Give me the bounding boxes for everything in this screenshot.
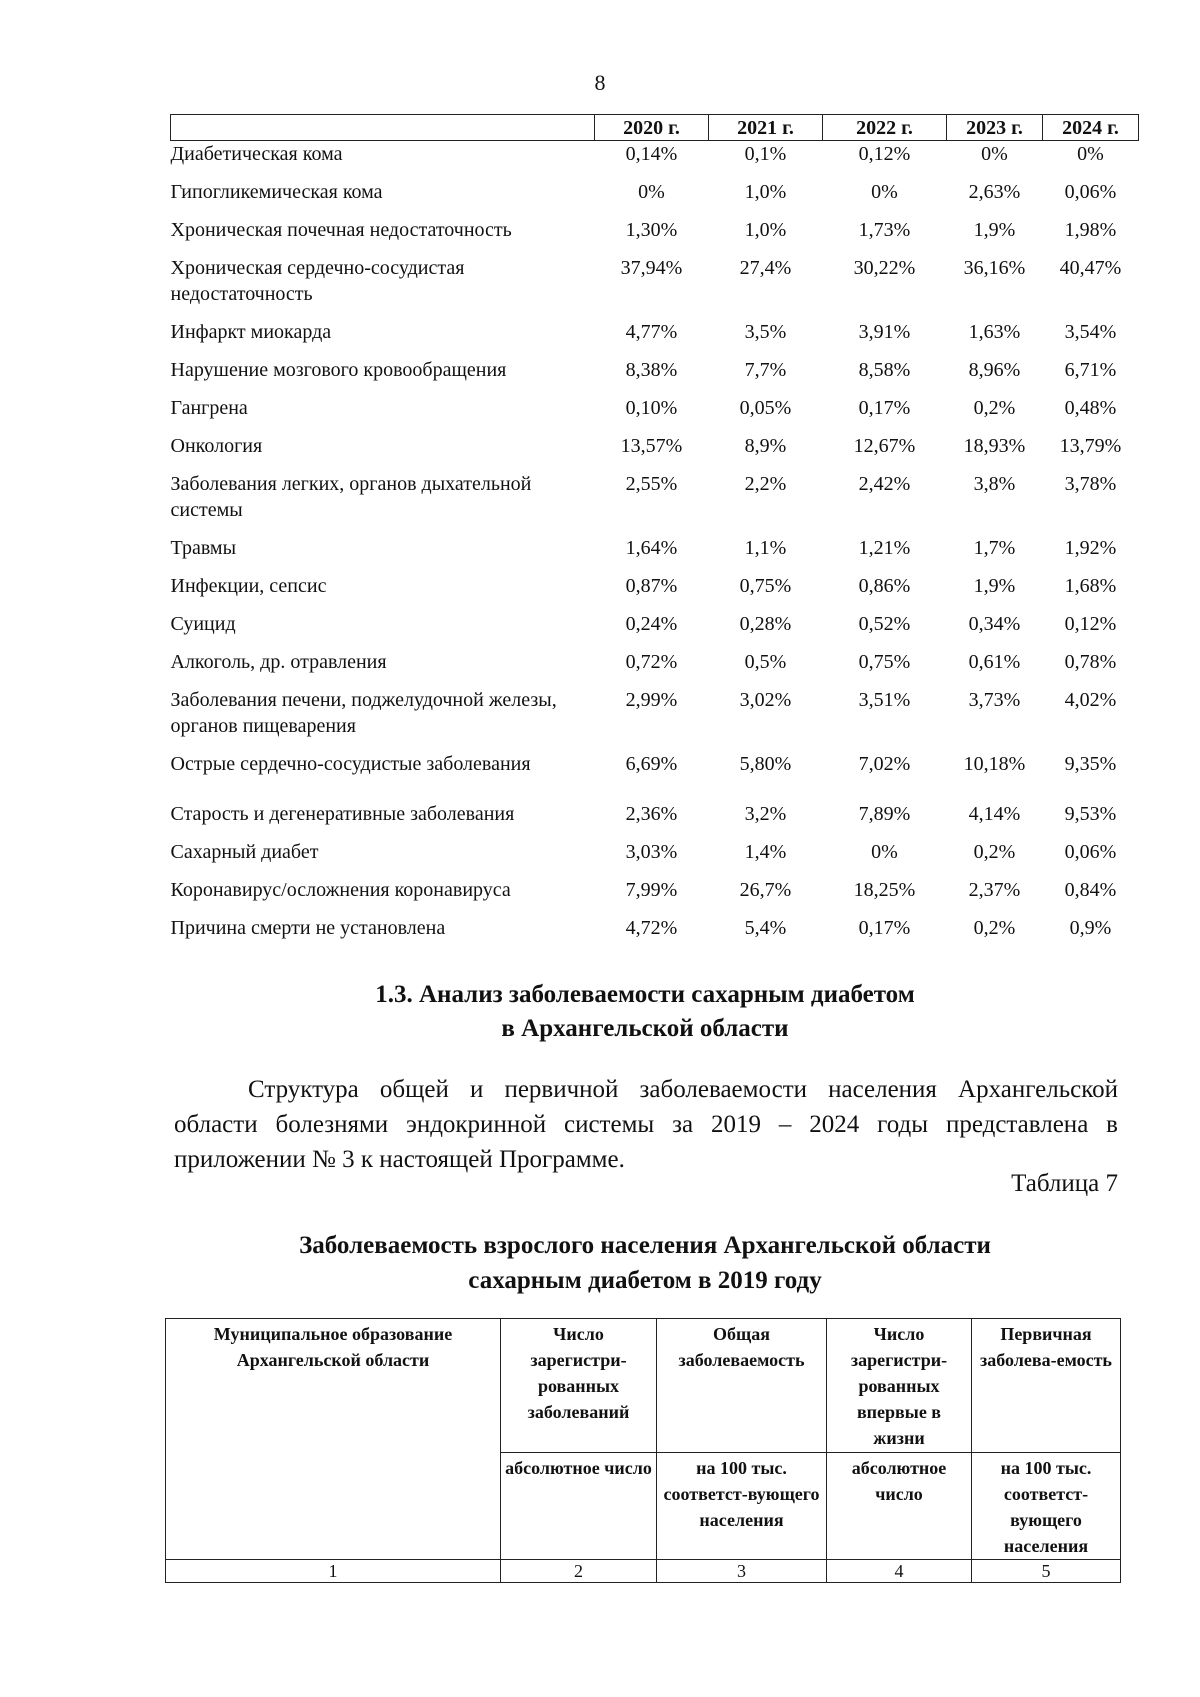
value-cell: 0,17% (858, 397, 911, 419)
mortality-table-header (171, 115, 1139, 141)
value-cell: 18,25% (853, 879, 916, 901)
value-cell: 0,61% (968, 651, 1021, 673)
value-cell: 0% (638, 181, 665, 203)
subheader-absolute-1: абсолютное число (501, 1453, 657, 1560)
value-cell: 1,92% (1064, 537, 1117, 559)
value-cell: 3,03% (625, 841, 678, 863)
cause-label: Нарушение мозгового кровообращения (170, 359, 507, 381)
row-spacer (171, 523, 1139, 535)
row-spacer (171, 827, 1139, 839)
section-title (0, 978, 1200, 1046)
mortality-row (171, 217, 1139, 243)
row-spacer (171, 307, 1139, 319)
mortality-row (171, 573, 1139, 599)
header-primary-incidence: Первичная заболева-емость (972, 1319, 1121, 1453)
mortality-row (171, 433, 1139, 459)
value-cell: 1,9% (973, 219, 1016, 241)
value-cell: 8,96% (968, 359, 1021, 381)
value-cell: 0,75% (739, 575, 792, 597)
value-cell: 36,16% (963, 257, 1026, 279)
cause-label: Сахарный диабет (170, 841, 319, 863)
value-cell: 1,1% (744, 537, 787, 559)
header-year-2020: 2020 г. (595, 115, 709, 141)
row-spacer (171, 599, 1139, 611)
cause-label: Заболевания печени, поджелудочной железы, органов пищеварения (170, 689, 557, 737)
value-cell: 2,99% (625, 689, 678, 711)
row-spacer (171, 561, 1139, 573)
value-cell: 0,06% (1064, 841, 1117, 863)
value-cell: 3,73% (968, 689, 1021, 711)
row-spacer-cell (171, 675, 1139, 687)
row-spacer (171, 167, 1139, 179)
value-cell: 1,73% (858, 219, 911, 241)
subheader-per100k-1: на 100 тыс. соответст-вующего населения (657, 1453, 827, 1560)
value-cell: 0% (871, 841, 898, 863)
value-cell: 1,30% (625, 219, 678, 241)
row-spacer (171, 637, 1139, 649)
value-cell: 18,93% (963, 435, 1026, 457)
row-spacer-cell (171, 205, 1139, 217)
column-number-5: 5 (972, 1560, 1121, 1583)
value-cell: 7,02% (858, 753, 911, 775)
value-cell: 40,47% (1059, 257, 1122, 279)
row-spacer (171, 205, 1139, 217)
value-cell: 2,2% (744, 473, 787, 495)
cause-label: Хроническая почечная недостаточность (170, 219, 512, 241)
value-cell: 0,34% (968, 613, 1021, 635)
cause-label: Хроническая сердечно-сосудистая недостаточность (170, 257, 465, 305)
cause-label: Алкоголь, др. отравления (170, 651, 387, 673)
mortality-cause-table (170, 114, 1139, 941)
header-empty-cell (171, 115, 595, 141)
mortality-row (171, 179, 1139, 205)
value-cell: 2,37% (968, 879, 1021, 901)
value-cell: 1,7% (973, 537, 1016, 559)
cause-label: Коронавирус/осложнения коронавируса (170, 879, 511, 901)
row-spacer (171, 739, 1139, 751)
row-spacer (171, 865, 1139, 877)
value-cell: 5,4% (744, 917, 787, 939)
value-cell: 0% (871, 181, 898, 203)
value-cell: 6,71% (1064, 359, 1117, 381)
header-first-registered: Число зарегистри-рованных впервые в жизни (827, 1319, 972, 1453)
value-cell: 3,5% (744, 321, 787, 343)
header-year-2024: 2024 г. (1043, 115, 1139, 141)
value-cell: 7,7% (744, 359, 787, 381)
value-cell: 0,12% (858, 143, 911, 165)
value-cell: 3,2% (744, 803, 787, 825)
mortality-row (171, 801, 1139, 827)
value-cell: 1,98% (1064, 219, 1117, 241)
value-cell: 0,75% (858, 651, 911, 673)
value-cell: 2,55% (625, 473, 678, 495)
column-number-3: 3 (657, 1560, 827, 1583)
value-cell: 37,94% (620, 257, 683, 279)
value-cell: 0,2% (973, 917, 1016, 939)
value-cell: 30,22% (853, 257, 916, 279)
value-cell: 13,79% (1059, 435, 1122, 457)
row-spacer-cell (171, 599, 1139, 611)
value-cell: 1,63% (968, 321, 1021, 343)
value-cell: 0% (981, 143, 1008, 165)
row-spacer (171, 675, 1139, 687)
table-title-line1: Заболеваемость взрослого населения Архангельской области (299, 1232, 991, 1259)
table-title (0, 1228, 1200, 1298)
value-cell: 0,06% (1064, 181, 1117, 203)
row-spacer-cell (171, 903, 1139, 915)
value-cell: 0,24% (625, 613, 678, 635)
row-spacer-cell (171, 637, 1139, 649)
value-cell: 3,91% (858, 321, 911, 343)
value-cell: 0,84% (1064, 879, 1117, 901)
value-cell: 5,80% (739, 753, 792, 775)
subheader-per100k-2: на 100 тыс. соответст-вующего населения (972, 1453, 1121, 1560)
mortality-row (171, 319, 1139, 345)
value-cell: 0% (1077, 143, 1104, 165)
value-cell: 4,02% (1064, 689, 1117, 711)
value-cell: 1,4% (744, 841, 787, 863)
mortality-row (171, 877, 1139, 903)
cause-label: Старость и дегенеративные заболевания (170, 803, 515, 825)
header-registered-cases: Число зарегистри-рованных заболеваний (501, 1319, 657, 1453)
incidence-header-row (166, 1319, 1121, 1453)
value-cell: 0,1% (744, 143, 787, 165)
page-number: 8 (594, 70, 606, 95)
cause-label: Онкология (170, 435, 263, 457)
header-municipality: Муниципальное образование Архангельской области (166, 1319, 501, 1560)
row-spacer-cell (171, 307, 1139, 319)
value-cell: 7,89% (858, 803, 911, 825)
mortality-row (171, 535, 1139, 561)
subheader-absolute-2: абсолютное число (827, 1453, 972, 1560)
value-cell: 8,38% (625, 359, 678, 381)
row-spacer-cell (171, 739, 1139, 751)
row-spacer (171, 421, 1139, 433)
value-cell: 0,86% (858, 575, 911, 597)
value-cell: 2,36% (625, 803, 678, 825)
row-spacer (171, 345, 1139, 357)
header-total-incidence: Общая заболеваемость (657, 1319, 827, 1453)
row-spacer-cell (171, 865, 1139, 877)
table-caption: Таблица 7 (1011, 1170, 1118, 1197)
cause-label: Гангрена (170, 397, 248, 419)
value-cell: 9,53% (1064, 803, 1117, 825)
value-cell: 4,14% (968, 803, 1021, 825)
value-cell: 3,78% (1064, 473, 1117, 495)
value-cell: 1,0% (744, 219, 787, 241)
row-spacer-cell (171, 459, 1139, 471)
cause-label: Травмы (170, 537, 237, 559)
mortality-row (171, 395, 1139, 421)
row-spacer (171, 383, 1139, 395)
row-spacer (171, 243, 1139, 255)
value-cell: 4,77% (625, 321, 678, 343)
value-cell: 0,78% (1064, 651, 1117, 673)
row-spacer-cell (171, 777, 1139, 801)
value-cell: 0,9% (1069, 917, 1112, 939)
value-cell: 3,54% (1064, 321, 1117, 343)
value-cell: 3,8% (973, 473, 1016, 495)
value-cell: 27,4% (739, 257, 792, 279)
value-cell: 0,05% (739, 397, 792, 419)
mortality-row (171, 357, 1139, 383)
cause-label: Инфекции, сепсис (170, 575, 327, 597)
value-cell: 0,48% (1064, 397, 1117, 419)
cause-label: Суицид (170, 613, 236, 635)
mortality-row (171, 255, 1139, 307)
cause-label: Острые сердечно-сосудистые заболевания (170, 753, 531, 775)
mortality-row (171, 611, 1139, 637)
value-cell: 13,57% (620, 435, 683, 457)
column-number-4: 4 (827, 1560, 972, 1583)
mortality-row (171, 649, 1139, 675)
value-cell: 0,72% (625, 651, 678, 673)
value-cell: 0,12% (1064, 613, 1117, 635)
cause-label: Диабетическая кома (170, 143, 343, 165)
row-spacer-cell (171, 827, 1139, 839)
column-number-1: 1 (166, 1560, 501, 1583)
mortality-row (171, 471, 1139, 523)
value-cell: 0,10% (625, 397, 678, 419)
row-spacer (171, 777, 1139, 801)
cause-label: Причина смерти не установлена (170, 917, 446, 939)
table-title-line2: сахарным диабетом в 2019 году (468, 1267, 822, 1294)
value-cell: 10,18% (963, 753, 1026, 775)
value-cell: 12,67% (853, 435, 916, 457)
value-cell: 2,63% (968, 181, 1021, 203)
value-cell: 0,28% (739, 613, 792, 635)
value-cell: 0,52% (858, 613, 911, 635)
column-number-2: 2 (501, 1560, 657, 1583)
value-cell: 1,68% (1064, 575, 1117, 597)
header-year-2021: 2021 г. (709, 115, 823, 141)
value-cell: 1,9% (973, 575, 1016, 597)
mortality-row (171, 141, 1139, 168)
section-title-line1: 1.3. Анализ заболеваемости сахарным диабетом (375, 981, 915, 1008)
section-title-line2: в Архангельской области (501, 1015, 789, 1042)
value-cell: 0,14% (625, 143, 678, 165)
mortality-table-body (171, 141, 1139, 942)
header-year-2022: 2022 г. (823, 115, 947, 141)
value-cell: 26,7% (739, 879, 792, 901)
cause-label: Инфаркт миокарда (170, 321, 332, 343)
value-cell: 9,35% (1064, 753, 1117, 775)
value-cell: 3,51% (858, 689, 911, 711)
value-cell: 8,58% (858, 359, 911, 381)
row-spacer-cell (171, 345, 1139, 357)
mortality-row (171, 915, 1139, 941)
row-spacer-cell (171, 167, 1139, 179)
value-cell: 1,64% (625, 537, 678, 559)
value-cell: 0,87% (625, 575, 678, 597)
row-spacer-cell (171, 383, 1139, 395)
column-number-row (166, 1560, 1121, 1583)
value-cell: 6,69% (625, 753, 678, 775)
value-cell: 7,99% (625, 879, 678, 901)
mortality-row (171, 687, 1139, 739)
value-cell: 3,02% (739, 689, 792, 711)
value-cell: 0,2% (973, 841, 1016, 863)
row-spacer-cell (171, 561, 1139, 573)
value-cell: 4,72% (625, 917, 678, 939)
row-spacer (171, 903, 1139, 915)
value-cell: 2,42% (858, 473, 911, 495)
row-spacer-cell (171, 523, 1139, 535)
incidence-table (165, 1318, 1121, 1583)
value-cell: 0,17% (858, 917, 911, 939)
mortality-row (171, 839, 1139, 865)
value-cell: 1,21% (858, 537, 911, 559)
value-cell: 1,0% (744, 181, 787, 203)
cause-label: Гипогликемическая кома (170, 181, 383, 203)
row-spacer-cell (171, 243, 1139, 255)
value-cell: 0,2% (973, 397, 1016, 419)
body-paragraph: Структура общей и первичной заболеваемости населения Архангельской области болезнями эндокринной системы за 2019 – 2024 годы представлена в приложении № 3 к настоящей Программе. (174, 1076, 1118, 1173)
row-spacer (171, 459, 1139, 471)
row-spacer-cell (171, 421, 1139, 433)
value-cell: 0,5% (744, 651, 787, 673)
header-year-2023: 2023 г. (947, 115, 1043, 141)
value-cell: 8,9% (744, 435, 787, 457)
cause-label: Заболевания легких, органов дыхательной системы (170, 473, 532, 521)
mortality-row (171, 751, 1139, 777)
